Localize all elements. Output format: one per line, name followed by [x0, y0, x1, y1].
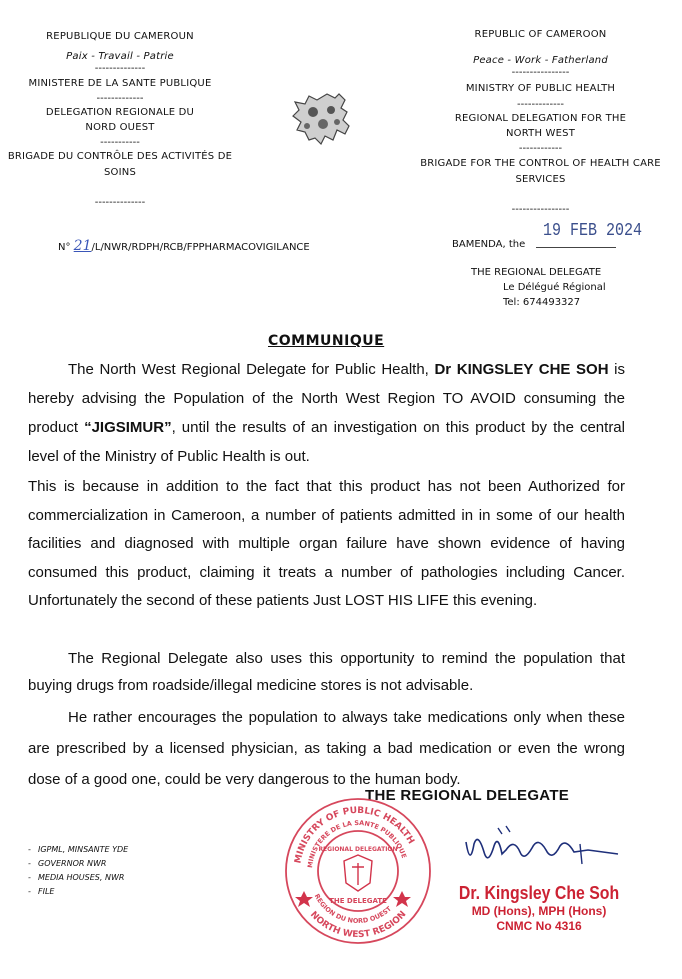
- delegate-title-fr: Le Délégué Régional: [503, 282, 606, 293]
- delegation-en-2: NORTH WEST: [505, 128, 576, 139]
- separator: -------------: [517, 99, 564, 110]
- separator: ----------------: [511, 204, 570, 215]
- header-fr: [0, 31, 240, 209]
- official-stamp: [282, 795, 434, 947]
- paragraph-1-advice: is hereby advising the Population of the North West Region TO AVOID consuming the product: [28, 361, 626, 436]
- paragraph-2-text: This is because in addition to the fact that this product has not been Authorized for commercialization in Cameroon, a number of patients admitted in in some of our health facilities and diagnosed with multiple organ failure have shown evidence of having consumed this product, claiming it treats a number of pathologies including Cancer. Unfortunately the second of these patients Just LOST HIS LIFE this evening.: [28, 478, 625, 609]
- header-en: [403, 29, 678, 216]
- signer-registration: CNMC No 4316: [496, 919, 582, 933]
- stamp-ministry-fr: MINISTERE DE LA SANTE PUBLIQUE: [306, 818, 409, 869]
- svg-text:NORTH WEST REGION: [308, 909, 408, 940]
- separator: ----------------: [511, 67, 570, 78]
- brigade-fr-2: SOINS: [104, 167, 136, 178]
- cc-item: - FILE: [38, 885, 128, 899]
- signer-name: Dr. Kingsley Che Soh: [458, 883, 620, 903]
- stamp-region-en: NORTH WEST REGION: [307, 909, 409, 941]
- signature-title: THE REGIONAL DELEGATE: [365, 787, 570, 804]
- city-label: BAMENDA, the: [452, 239, 526, 250]
- paragraph-1: [28, 355, 625, 471]
- brigade-en-1: BRIGADE FOR THE CONTROL OF HEALTH CARE: [420, 158, 661, 169]
- paragraph-2: [28, 473, 625, 616]
- cc-list: [38, 843, 128, 899]
- country-en: REPUBLIC OF CAMEROON: [474, 29, 607, 40]
- separator: --------------: [94, 63, 146, 74]
- motto-en: Peace - Work - Fatherland: [473, 55, 608, 66]
- ministry-en: MINISTRY OF PUBLIC HEALTH: [465, 83, 616, 94]
- delegate-block: [471, 265, 606, 310]
- paragraph-4-text: He rather encourages the population to always take medications only when these are prescribed by a licensed physician, as taking a bad medication or even the wrong dose of a good one, could be very dangerous to the human body.: [28, 709, 625, 788]
- stamp-delegate: THE DELEGATE: [329, 897, 387, 905]
- delegation-en-1: REGIONAL DELEGATION FOR THE: [454, 113, 627, 124]
- brigade-en-2: SERVICES: [515, 174, 566, 185]
- motto-fr: Paix - Travail - Patrie: [66, 51, 174, 62]
- reference-number: [58, 238, 310, 254]
- ministry-fr: MINISTERE DE LA SANTE PUBLIQUE: [28, 78, 212, 89]
- country-fr: REPUBLIQUE DU CAMEROUN: [46, 31, 194, 42]
- handwritten-signature: [458, 822, 628, 877]
- paragraph-1-end: , until the results of an investigation on this product by the central level of the Ministry of Public Health is out.: [28, 419, 625, 465]
- delegation-fr-1: DELEGATION REGIONALE DU: [45, 107, 195, 118]
- stamp-region-fr: REGION DU NORD OUEST: [312, 892, 394, 926]
- reference-code: /L/NWR/RDPH/RCB/FPPHARMACOVIGILANCE: [91, 242, 310, 253]
- stamp-ministry-en: MINISTRY OF PUBLIC HEALTH: [293, 805, 416, 865]
- separator: ------------: [518, 143, 563, 154]
- paragraph-1-intro: The North West Regional Delegate for Public Health,: [68, 361, 435, 378]
- separator: -------------: [96, 93, 144, 104]
- signer-block: [448, 883, 630, 934]
- cc-item: - IGPML, MINSANTE YDE: [38, 843, 128, 857]
- separator: -----------: [100, 137, 140, 148]
- product-name: “JIGSIMUR”: [84, 419, 172, 436]
- cameroon-map-logo: [287, 90, 367, 146]
- paragraph-4: [28, 702, 625, 795]
- delegation-fr-2: NORD OUEST: [85, 122, 155, 133]
- delegate-name: Dr KINGSLEY CHE SOH: [434, 361, 609, 378]
- signer-degrees: MD (Hons), MPH (Hons): [471, 904, 607, 918]
- delegate-tel: Tel: 674493327: [503, 297, 581, 308]
- stamp-emblem-icon: [344, 855, 372, 891]
- date-underline: [536, 247, 616, 248]
- reference-prefix: N°: [58, 242, 71, 253]
- paragraph-3-text: The Regional Delegate also uses this opportunity to remind the population that buying drugs from roadside/illegal medicine stores is not advisable.: [28, 650, 625, 694]
- document-title: COMMUNIQUE: [268, 333, 385, 349]
- separator: --------------: [94, 197, 146, 208]
- stamp-delegation: REGIONAL DELEGATION: [318, 846, 398, 853]
- paragraph-3: [28, 645, 625, 699]
- date-stamp: 19 FEB 2024: [543, 219, 643, 242]
- cc-item: - GOVERNOR NWR: [38, 857, 128, 871]
- delegate-title-en: THE REGIONAL DELEGATE: [471, 267, 602, 278]
- reference-handwritten-number: 21: [73, 238, 92, 254]
- brigade-fr-1: BRIGADE DU CONTRÔLE DES ACTIVITÉS DE: [7, 151, 233, 162]
- cc-item: - MEDIA HOUSES, NWR: [38, 871, 128, 885]
